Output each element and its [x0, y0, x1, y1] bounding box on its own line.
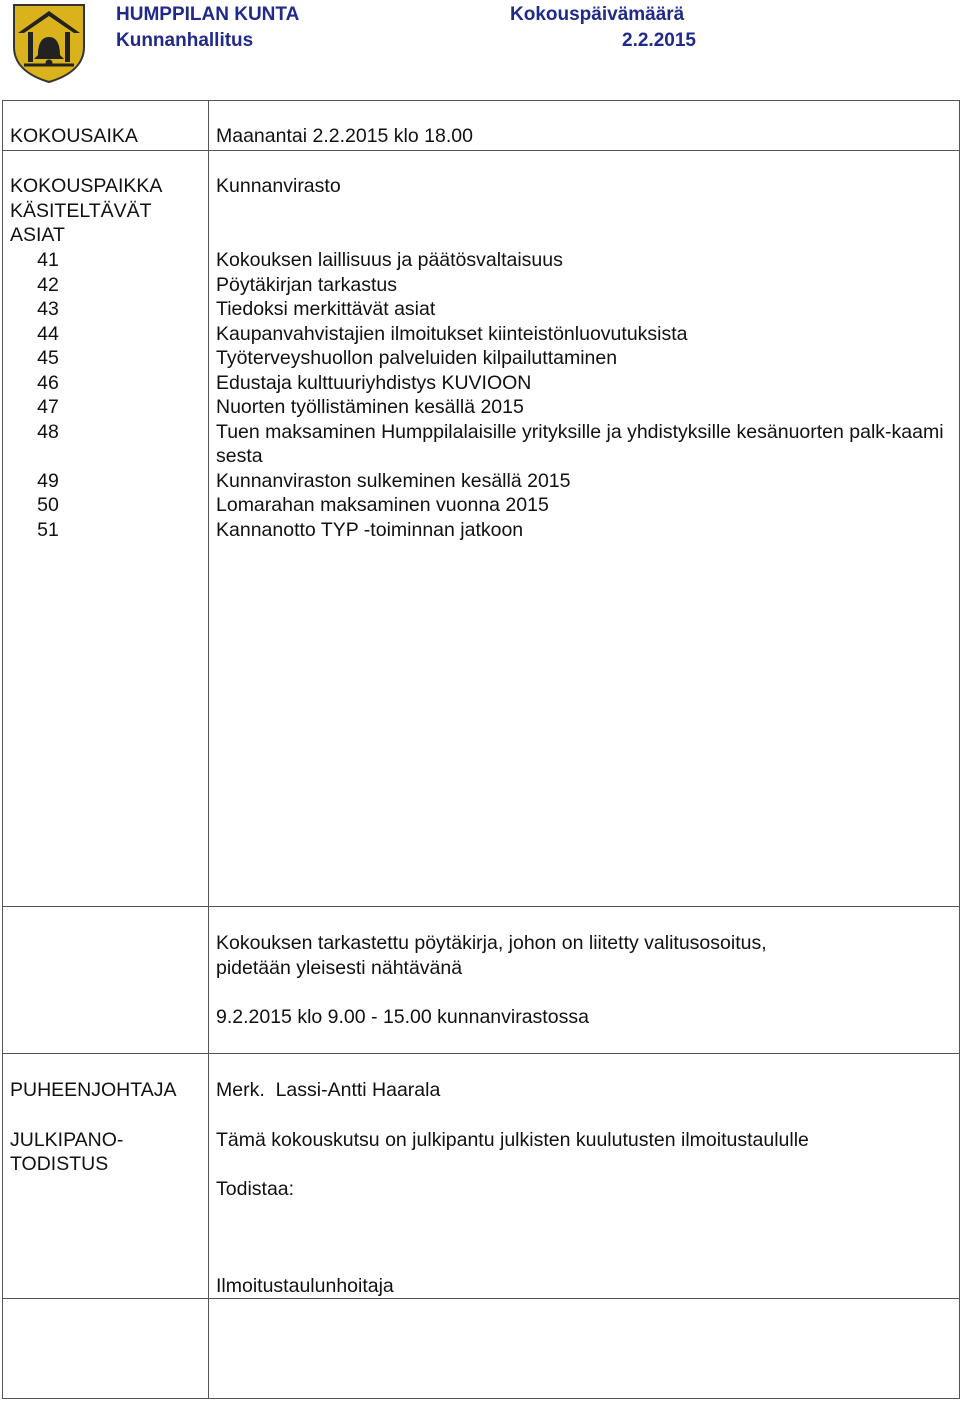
agenda-item-title: Kannanotto TYP -toiminnan jatkoon: [216, 518, 524, 541]
agenda-item: [0, 346, 960, 371]
chair-label: PUHEENJOHTAJA: [10, 1079, 177, 1101]
agenda-item: [0, 518, 960, 543]
header-date: 2.2.2015: [622, 30, 696, 51]
agenda-item-title: Kunnanviraston sulkeminen kesällä 2015: [216, 469, 571, 492]
agenda-item: [0, 297, 960, 322]
agenda-item: [0, 273, 960, 298]
agenda-item-title: Kaupanvahvistajien ilmoitukset kiinteistönluovutuksista: [216, 322, 688, 345]
agenda-list: [0, 248, 960, 542]
agenda-item-number: 48: [37, 420, 59, 443]
agenda-item-title: Tiedoksi merkittävät asiat: [216, 298, 436, 320]
items-label-line1: KÄSITELTÄVÄT: [10, 200, 152, 222]
agenda-item-number: 45: [37, 347, 59, 369]
agenda-item: [0, 248, 960, 273]
header-org-block: [116, 2, 299, 54]
posting-text: Tämä kokouskutsu on julkipantu julkisten kuulutusten ilmoitustaululle: [216, 1129, 809, 1151]
place-label: KOKOUSPAIKKA: [10, 175, 163, 197]
divider-posting: [2, 1298, 959, 1299]
place-value: Kunnanvirasto: [216, 175, 341, 197]
chair-value: Merk. Lassi-Antti Haarala: [216, 1079, 441, 1101]
posting-signer: Ilmoitustaulunhoitaja: [216, 1275, 394, 1297]
agenda-item-title: Lomarahan maksaminen vuonna 2015: [216, 494, 549, 516]
agenda-item: [0, 493, 960, 518]
divider-time: [2, 150, 959, 151]
agenda-item-title: Edustaja kulttuuriyhdistys KUVIOON: [216, 371, 532, 394]
agenda-item-title: Pöytäkirjan tarkastus: [216, 273, 397, 296]
agenda-item-title: Nuorten työllistäminen kesällä 2015: [216, 396, 524, 418]
agenda-item: [0, 371, 960, 396]
posting-label-line1: JULKIPANO-: [10, 1129, 124, 1151]
municipal-crest-icon: [10, 3, 88, 83]
divider-agenda: [2, 906, 959, 907]
notice-line3: 9.2.2015 klo 9.00 - 15.00 kunnanvirastossa: [216, 1006, 589, 1028]
agenda-item-number: 50: [37, 494, 59, 516]
agenda-item-number: 41: [37, 249, 59, 271]
time-label: KOKOUSAIKA: [10, 125, 138, 147]
agenda-item-number: 51: [37, 518, 59, 541]
header-date-label: Kokouspäivämäärä: [510, 4, 685, 25]
posting-attest: Todistaa:: [216, 1178, 295, 1200]
divider-notice: [2, 1053, 959, 1054]
agenda-item-number: 43: [37, 298, 59, 320]
posting-label-line2: TODISTUS: [10, 1153, 109, 1175]
notice-line2: pidetään yleisesti nähtävänä: [216, 957, 463, 979]
agenda-item-title: Kokouksen laillisuus ja päätösvaltaisuus: [216, 249, 563, 271]
agenda-item-number: 42: [37, 273, 59, 296]
agenda-item-title: Työterveyshuollon palveluiden kilpailuttaminen: [216, 347, 618, 369]
agenda-item-number: 47: [37, 396, 59, 418]
header-date-block: [510, 2, 696, 54]
agenda-item-number: 44: [37, 322, 59, 345]
header-body: Kunnanhallitus: [116, 30, 254, 51]
agenda-item-number: 49: [37, 469, 59, 492]
header-org: HUMPPILAN KUNTA: [116, 4, 300, 25]
agenda-item: [0, 420, 960, 469]
notice-line1: Kokouksen tarkastettu pöytäkirja, johon on liitetty valitusosoitus,: [216, 932, 767, 954]
agenda-item: [0, 322, 960, 347]
agenda-item: [0, 469, 960, 494]
agenda-item-title: Tuen maksaminen Humppilalaisille yrityksille ja yhdistyksille kesänuorten palk-kaamisesta: [216, 420, 944, 467]
items-label-line2: ASIAT: [10, 224, 65, 246]
agenda-item: [0, 395, 960, 420]
agenda-item-number: 46: [37, 371, 59, 394]
time-value: Maanantai 2.2.2015 klo 18.00: [216, 125, 473, 147]
